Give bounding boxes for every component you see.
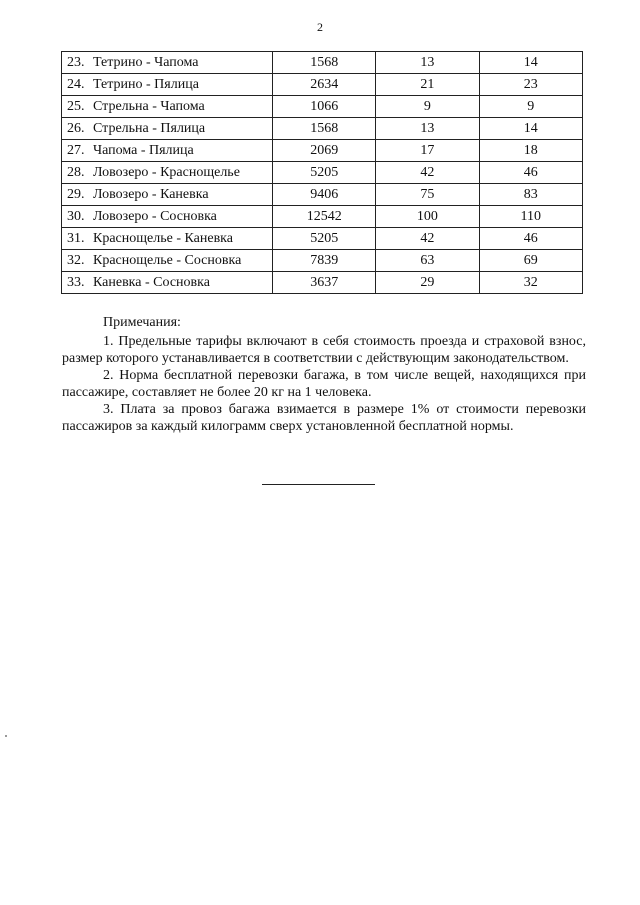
value-cell-a: 1568: [273, 118, 376, 140]
value-cell-c: 9: [479, 96, 582, 118]
value-cell-b: 100: [376, 206, 479, 228]
value-cell-c: 18: [479, 140, 582, 162]
tariff-table: [61, 51, 583, 294]
value-cell-b: 42: [376, 228, 479, 250]
row-number: 33.: [67, 274, 85, 290]
value-cell-b: 13: [376, 52, 479, 74]
value-cell-c: 110: [479, 206, 582, 228]
value-cell-c: 14: [479, 52, 582, 74]
value-cell-c: 69: [479, 250, 582, 272]
value-cell-b: 17: [376, 140, 479, 162]
value-cell-b: 75: [376, 184, 479, 206]
route-cell: [62, 118, 273, 140]
row-number: 25.: [67, 98, 85, 114]
route-name: Каневка - Сосновка: [93, 274, 210, 290]
route-name: Ловозеро - Каневка: [93, 186, 209, 202]
route-name: Стрельна - Пялица: [93, 120, 206, 136]
table-row: [62, 272, 583, 294]
row-number: 32.: [67, 252, 85, 268]
route-name: Тетрино - Пялица: [93, 76, 199, 92]
value-cell-a: 7839: [273, 250, 376, 272]
row-number: 29.: [67, 186, 85, 202]
route-name: Краснощелье - Каневка: [93, 230, 233, 246]
row-number: 23.: [67, 54, 85, 70]
value-cell-c: 23: [479, 74, 582, 96]
value-cell-a: 5205: [273, 228, 376, 250]
route-name: Ловозеро - Краснощелье: [93, 164, 240, 180]
row-number: 31.: [67, 230, 85, 246]
route-name: Ловозеро - Сосновка: [93, 208, 217, 224]
notes-section: [62, 314, 586, 435]
row-number: 28.: [67, 164, 85, 180]
row-number: 30.: [67, 208, 85, 224]
route-cell: [62, 52, 273, 74]
value-cell-a: 1568: [273, 52, 376, 74]
value-cell-c: 46: [479, 228, 582, 250]
value-cell-c: 83: [479, 184, 582, 206]
route-cell: [62, 206, 273, 228]
route-name: Чапома - Пялица: [93, 142, 194, 158]
row-number: 24.: [67, 76, 85, 92]
route-cell: [62, 96, 273, 118]
note-item-1: 1. Предельные тарифы включают в себя стоимость проезда и страховой взнос, размер которого устанавливается в соответствии с действующим законодательством.: [62, 334, 586, 366]
value-cell-b: 42: [376, 162, 479, 184]
route-cell: [62, 74, 273, 96]
route-name: Стрельна - Чапома: [93, 98, 205, 114]
value-cell-c: 46: [479, 162, 582, 184]
table-row: [62, 118, 583, 140]
value-cell-b: 9: [376, 96, 479, 118]
table-row: [62, 206, 583, 228]
route-cell: [62, 140, 273, 162]
table-row: [62, 74, 583, 96]
route-cell: [62, 250, 273, 272]
value-cell-b: 63: [376, 250, 479, 272]
value-cell-a: 1066: [273, 96, 376, 118]
scan-speck: [5, 735, 7, 737]
closing-rule: [262, 484, 375, 485]
value-cell-a: 2069: [273, 140, 376, 162]
value-cell-a: 3637: [273, 272, 376, 294]
table-row: [62, 52, 583, 74]
row-number: 27.: [67, 142, 85, 158]
value-cell-c: 32: [479, 272, 582, 294]
value-cell-a: 9406: [273, 184, 376, 206]
table-row: [62, 184, 583, 206]
value-cell-a: 2634: [273, 74, 376, 96]
route-name: Тетрино - Чапома: [93, 54, 199, 70]
route-name: Краснощелье - Сосновка: [93, 252, 242, 268]
route-cell: [62, 184, 273, 206]
row-number: 26.: [67, 120, 85, 136]
note-item-3: 3. Плата за провоз багажа взимается в размере 1% от стоимости перевозки пассажиров за каждый килограмм сверх установленной бесплатной нормы.: [62, 402, 586, 434]
notes-title: Примечания:: [103, 315, 181, 330]
page-number: 2: [317, 20, 323, 34]
value-cell-c: 14: [479, 118, 582, 140]
note-item-2: 2. Норма бесплатной перевозки багажа, в том числе вещей, находящихся при пассажире, составляет не более 20 кг на 1 человека.: [62, 368, 586, 400]
route-cell: [62, 272, 273, 294]
tariff-table-body: [62, 52, 583, 294]
value-cell-b: 29: [376, 272, 479, 294]
value-cell-b: 21: [376, 74, 479, 96]
value-cell-b: 13: [376, 118, 479, 140]
route-cell: [62, 228, 273, 250]
value-cell-a: 12542: [273, 206, 376, 228]
value-cell-a: 5205: [273, 162, 376, 184]
route-cell: [62, 162, 273, 184]
table-row: [62, 96, 583, 118]
table-row: [62, 250, 583, 272]
table-row: [62, 140, 583, 162]
table-row: [62, 228, 583, 250]
table-row: [62, 162, 583, 184]
